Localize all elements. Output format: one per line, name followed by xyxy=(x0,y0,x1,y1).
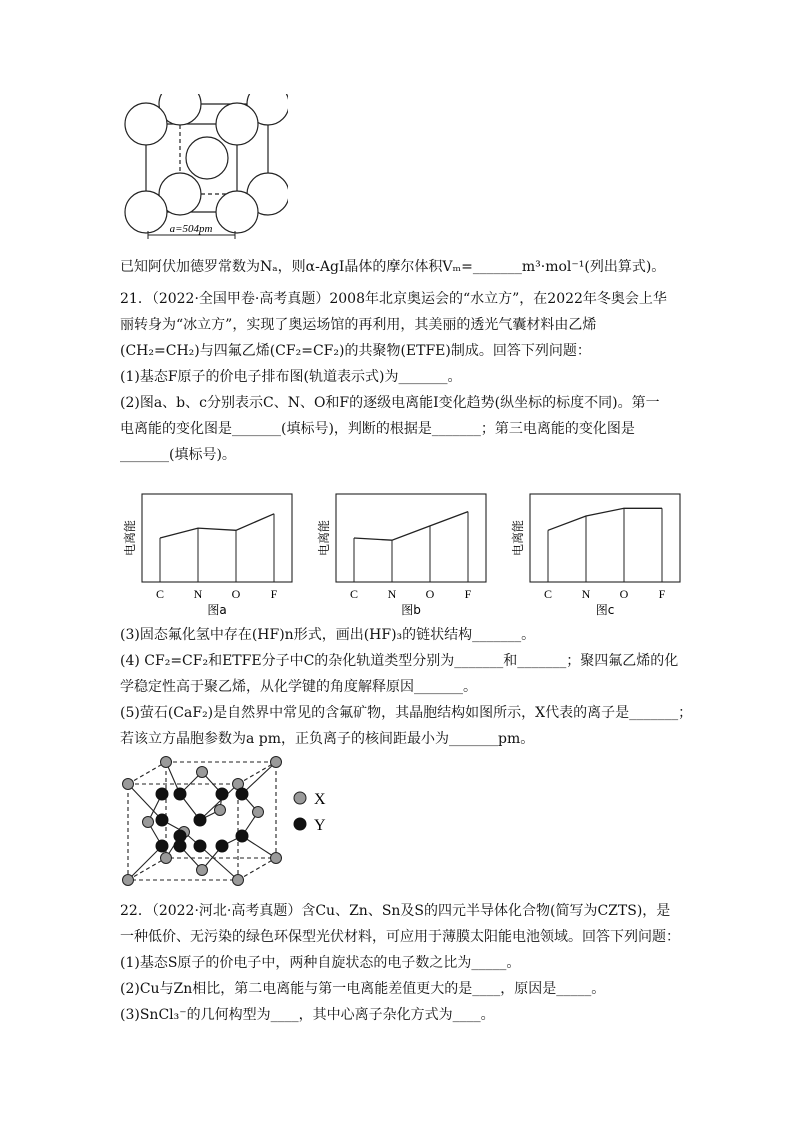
y-ion xyxy=(194,840,206,852)
chart-tick-label: N xyxy=(387,587,397,601)
x-ion xyxy=(233,875,244,886)
y-ion xyxy=(216,840,228,852)
y-ion xyxy=(174,840,186,852)
chart-tick-label: O xyxy=(231,587,241,601)
text-line-3: 丽转身为“冰立方”，实现了奥运场馆的再利用，其美丽的透光气囊材料由乙烯 xyxy=(120,317,597,333)
y-ion xyxy=(236,830,248,842)
y-ion xyxy=(236,788,248,800)
x-ion xyxy=(271,757,282,768)
y-ions xyxy=(156,788,248,852)
chart-tick-label: N xyxy=(193,587,203,601)
legend-y-marker xyxy=(294,818,306,830)
chart-title: 图a xyxy=(207,603,227,617)
x-ion xyxy=(161,757,172,768)
chart-frame xyxy=(530,494,680,582)
y-ion xyxy=(174,788,186,800)
chart-tick-label: C xyxy=(155,587,165,601)
x-ion xyxy=(197,865,208,876)
y-ion xyxy=(216,788,228,800)
chart-ylabel: 电离能 xyxy=(317,519,331,557)
chart-ylabel: 电离能 xyxy=(511,519,525,557)
chart-tick-label: O xyxy=(425,587,435,601)
chart-tick-label: F xyxy=(270,587,278,601)
chart-tick-label: C xyxy=(543,587,553,601)
question-21-4: (4) CF₂=CF₂和ETFE分子中C的杂化轨道类型分别为_______和_______；聚四氟乙烯的化 xyxy=(120,653,679,669)
y-ion xyxy=(156,840,168,852)
y-ion xyxy=(156,814,168,826)
chart-series-line xyxy=(354,512,468,541)
chart-title: 图c xyxy=(595,603,615,617)
lattice-dimension-label: a=504pm xyxy=(169,223,213,235)
question-22-1: (1)基态S原子的价电子中，两种自旋状态的电子数之比为_____。 xyxy=(120,955,521,971)
atom-body-center xyxy=(186,137,228,179)
question-21-1: (1)基态F原子的价电子排布图(轨道表示式)为_______。 xyxy=(120,369,462,385)
ionization-energy-charts xyxy=(110,486,690,618)
chart-tick-label: F xyxy=(464,587,472,601)
question-21-5: (5)萤石(CaF₂)是自然界中常见的含氟矿物，其晶胞结构如图所示，X代表的离子是_______； xyxy=(120,705,693,721)
text-line-13: 若该立方晶胞参数为a pm，正负离子的核间距最小为_______pm。 xyxy=(120,731,535,747)
question-22-header: 22．（2022·河北·高考真题）含Cu、Zn、Sn及S的四元半导体化合物(简写为CZTS)，是 xyxy=(120,903,671,919)
chart-title: 图b xyxy=(401,603,421,617)
text-line-1: 已知阿伏加德罗常数为Nₐ，则α-AgI晶体的摩尔体积Vₘ=_______m³·mol⁻¹(列出算式)。 xyxy=(120,259,666,275)
caf2-crystal-figure xyxy=(118,756,348,890)
atom-corner xyxy=(216,103,258,145)
question-22-2: (2)Cu与Zn相比，第二电离能与第一电离能差值更大的是____，原因是_____。 xyxy=(120,981,606,997)
x-ion xyxy=(143,817,154,828)
text-line-4: (CH₂=CH₂)与四氟乙烯(CF₂=CF₂)的共聚物(ETFE)制成。回答下列问题： xyxy=(120,343,591,359)
chart-ylabel: 电离能 xyxy=(123,519,137,557)
question-21-header: 21．（2022·全国甲卷·高考真题）2008年北京奥运会的“水立方”，在2022年冬奥会上华 xyxy=(120,291,667,307)
chart-tick-label: O xyxy=(619,587,629,601)
question-22-3: (3)SnCl₃⁻的几何构型为____，其中心离子杂化方式为____。 xyxy=(120,1007,495,1023)
x-ion xyxy=(215,805,226,816)
x-ion xyxy=(271,853,282,864)
question-21-2: (2)图a、b、c分别表示C、N、O和F的逐级电离能I变化趋势(纵坐标的标度不同)。第一 xyxy=(120,395,660,411)
atom-corner xyxy=(125,191,167,233)
y-ion xyxy=(194,814,206,826)
x-ion xyxy=(123,875,134,886)
x-ion xyxy=(123,779,134,790)
atom-corner xyxy=(125,103,167,145)
x-ion xyxy=(197,767,208,778)
legend-x-label: X xyxy=(314,791,326,808)
text-line-11: 学稳定性高于聚乙烯，从化学键的角度解释原因_______。 xyxy=(120,679,477,695)
legend-x-marker xyxy=(294,792,306,804)
x-ion xyxy=(161,853,172,864)
chart-series-line xyxy=(548,508,662,530)
chart-frame xyxy=(142,494,292,582)
y-ion xyxy=(156,788,168,800)
text-line-7: 电离能的变化图是_______(填标号)，判断的根据是_______；第三电离能的变化图是 xyxy=(120,421,635,437)
x-ion xyxy=(253,807,264,818)
agi-crystal-figure xyxy=(118,94,288,244)
chart-tick-label: N xyxy=(581,587,591,601)
chart-tick-label: F xyxy=(658,587,666,601)
legend-y-label: Y xyxy=(314,817,326,834)
text-line-15: 一种低价、无污染的绿色环保型光伏材料，可应用于薄膜太阳能电池领域。回答下列问题： xyxy=(120,929,680,945)
chart-series-line xyxy=(160,514,274,538)
question-21-3: (3)固态氟化氢中存在(HF)n形式，画出(HF)₃的链状结构_______。 xyxy=(120,627,536,643)
chart-tick-label: C xyxy=(349,587,359,601)
text-line-8: _______(填标号)。 xyxy=(120,447,236,463)
atom-corner xyxy=(216,191,258,233)
